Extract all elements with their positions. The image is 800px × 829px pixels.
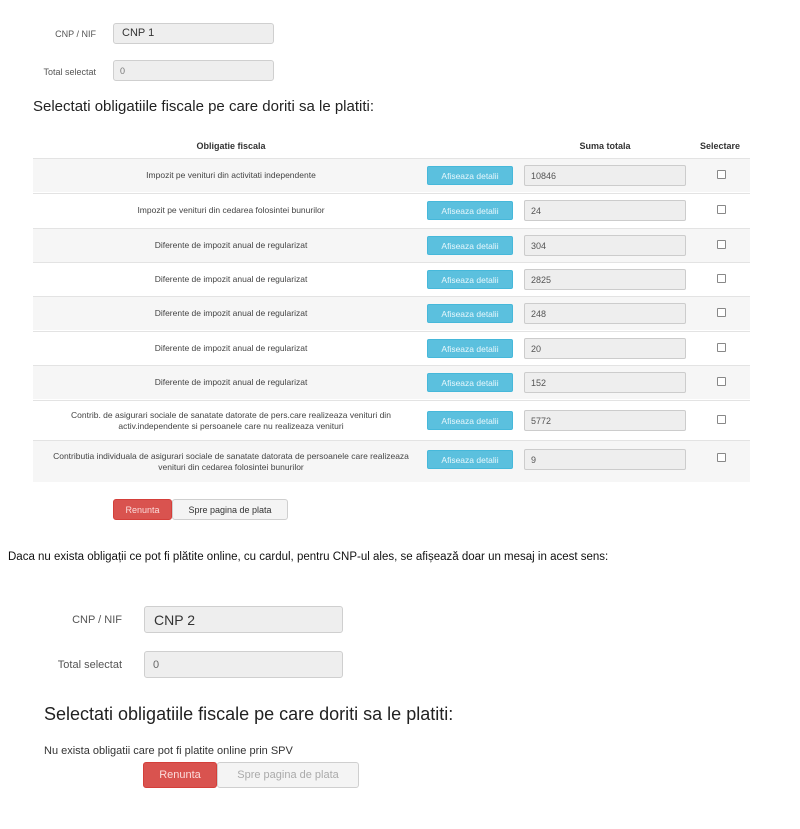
amount-field: 9	[524, 449, 686, 470]
show-details-button[interactable]: Afiseaza detalii	[427, 339, 513, 358]
select-checkbox[interactable]	[717, 205, 726, 214]
obligation-description: Impozit pe venituri din activitati independente	[146, 170, 316, 180]
total-selected-field: 0	[144, 651, 343, 678]
explanation-note: Daca nu exista obligații ce pot fi plătite online, cu cardul, pentru CNP-ul ales, se afișează doar un mesaj in acest sens:	[8, 551, 609, 563]
cnp-field[interactable]: CNP 1	[113, 23, 274, 44]
amount-field: 2825	[524, 269, 686, 290]
obligation-description: Contributia individuala de asigurari sociale de sanatate datorata de persoanele care realizeaza venituri din cedarea folosintei bunurilor	[53, 450, 409, 472]
go-to-payment-button[interactable]: Spre pagina de plata	[172, 499, 288, 520]
table-row	[33, 228, 750, 262]
table-row	[33, 296, 750, 330]
table-row	[33, 331, 750, 365]
amount-field: 5772	[524, 410, 686, 431]
obligation-description: Diferente de impozit anual de regularizat	[154, 308, 308, 318]
amount-field: 304	[524, 235, 686, 256]
select-checkbox[interactable]	[717, 240, 726, 249]
obligation-description: Diferente de impozit anual de regularizat	[154, 377, 308, 387]
cnp-label: CNP / NIF	[72, 614, 122, 626]
total-selected-label: Total selectat	[43, 67, 96, 77]
select-checkbox[interactable]	[717, 415, 726, 424]
show-details-button[interactable]: Afiseaza detalii	[427, 373, 513, 392]
table-row	[33, 440, 750, 482]
table-row	[33, 365, 750, 399]
table-row	[33, 400, 750, 440]
show-details-button[interactable]: Afiseaza detalii	[427, 166, 513, 185]
amount-field: 152	[524, 372, 686, 393]
obligation-description: Diferente de impozit anual de regularizat	[154, 240, 308, 250]
table-row	[33, 193, 750, 227]
select-checkbox[interactable]	[717, 308, 726, 317]
amount-field: 24	[524, 200, 686, 221]
go-to-payment-button[interactable]: Spre pagina de plata	[217, 762, 359, 788]
col-header-obligation: Obligatie fiscala	[196, 141, 266, 151]
no-obligations-message: Nu exista obligatii care pot fi platite online prin SPV	[44, 745, 293, 757]
show-details-button[interactable]: Afiseaza detalii	[427, 450, 513, 469]
show-details-button[interactable]: Afiseaza detalii	[427, 270, 513, 289]
obligation-description: Diferente de impozit anual de regularizat	[154, 343, 308, 353]
show-details-button[interactable]: Afiseaza detalii	[427, 236, 513, 255]
select-checkbox[interactable]	[717, 453, 726, 462]
cancel-button[interactable]: Renunta	[113, 499, 172, 520]
cnp-label: CNP / NIF	[55, 29, 96, 39]
cnp-field[interactable]: CNP 2	[144, 606, 343, 633]
table-row	[33, 158, 750, 192]
select-checkbox[interactable]	[717, 274, 726, 283]
amount-field: 10846	[524, 165, 686, 186]
select-obligations-heading: Selectati obligatiile fiscale pe care doriti sa le platiti:	[44, 704, 454, 724]
table-row	[33, 262, 750, 296]
obligation-description: Diferente de impozit anual de regularizat	[154, 274, 308, 284]
show-details-button[interactable]: Afiseaza detalii	[427, 304, 513, 323]
total-selected-label: Total selectat	[57, 659, 122, 671]
show-details-button[interactable]: Afiseaza detalii	[427, 411, 513, 430]
amount-field: 20	[524, 338, 686, 359]
obligation-description: Impozit pe venituri din cedarea folosintei bunurilor	[137, 205, 325, 215]
amount-field: 248	[524, 303, 686, 324]
obligation-description: Contrib. de asigurari sociale de sanatate datorate de pers.care realizeaza venituri din activ.independente si persoanele care nu realizeaza venituri	[71, 409, 391, 431]
total-selected-field: 0	[113, 60, 274, 81]
col-header-amount: Suma totala	[579, 141, 631, 151]
select-checkbox[interactable]	[717, 377, 726, 386]
cancel-button[interactable]: Renunta	[143, 762, 217, 788]
select-obligations-heading: Selectati obligatiile fiscale pe care doriti sa le platiti:	[33, 98, 375, 115]
show-details-button[interactable]: Afiseaza detalii	[427, 201, 513, 220]
select-checkbox[interactable]	[717, 170, 726, 179]
select-checkbox[interactable]	[717, 343, 726, 352]
col-header-select: Selectare	[699, 141, 741, 151]
